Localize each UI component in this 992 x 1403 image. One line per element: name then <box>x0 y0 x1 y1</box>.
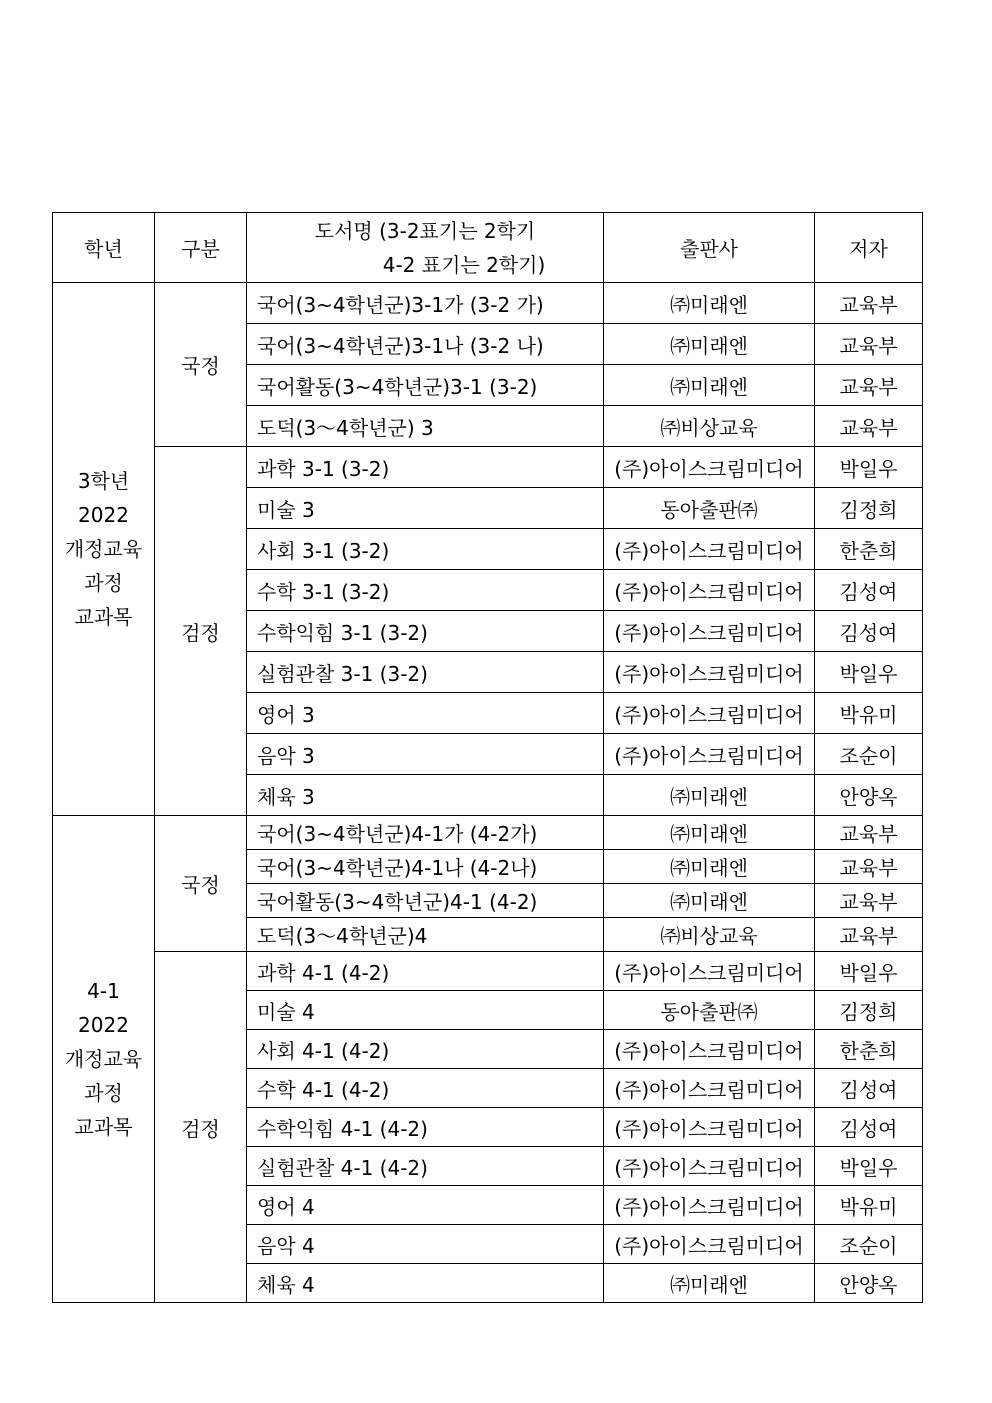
publisher-cell: (주)아이스크림미디어 <box>604 1147 815 1186</box>
author-cell: 조순이 <box>815 734 923 775</box>
grade-line: 교과목 <box>74 605 133 629</box>
author-cell: 교육부 <box>815 816 923 850</box>
author-cell: 김성여 <box>815 570 923 611</box>
book-title-cell: 국어활동(3~4학년군)4-1 (4-2) <box>247 884 604 918</box>
grade-cell <box>53 816 155 1303</box>
publisher-cell: ㈜미래엔 <box>604 324 815 365</box>
grade-line: 3학년 <box>77 469 130 493</box>
book-title-cell: 미술 4 <box>247 991 604 1030</box>
book-title-cell: 영어 4 <box>247 1186 604 1225</box>
author-cell: 조순이 <box>815 1225 923 1264</box>
table-row <box>53 952 923 991</box>
publisher-cell: 동아출판㈜ <box>604 991 815 1030</box>
publisher-cell: (주)아이스크림미디어 <box>604 529 815 570</box>
publisher-cell: ㈜미래엔 <box>604 850 815 884</box>
publisher-cell: (주)아이스크림미디어 <box>604 693 815 734</box>
table-row <box>53 283 923 324</box>
book-title-cell: 사회 4-1 (4-2) <box>247 1030 604 1069</box>
book-title-cell: 미술 3 <box>247 488 604 529</box>
book-title-cell: 체육 3 <box>247 775 604 816</box>
author-cell: 박일우 <box>815 952 923 991</box>
book-title-cell: 국어(3~4학년군)4-1가 (4-2가) <box>247 816 604 850</box>
author-cell: 김정희 <box>815 991 923 1030</box>
publisher-cell: (주)아이스크림미디어 <box>604 1225 815 1264</box>
grade-line: 2022 <box>78 1013 129 1037</box>
header-book-title-line2: 4-2 표기는 2학기) <box>382 252 546 277</box>
author-cell: 교육부 <box>815 406 923 447</box>
publisher-cell: (주)아이스크림미디어 <box>604 570 815 611</box>
grade-line: 개정교육 <box>64 1047 143 1071</box>
publisher-cell: 동아출판㈜ <box>604 488 815 529</box>
book-title-cell: 국어(3~4학년군)4-1나 (4-2나) <box>247 850 604 884</box>
category-cell: 국정 <box>155 816 247 952</box>
book-title-cell: 과학 3-1 (3-2) <box>247 447 604 488</box>
grade-line: 과정 <box>84 1081 123 1105</box>
grade-line: 개정교육 <box>64 537 143 561</box>
book-title-cell: 국어(3~4학년군)3-1나 (3-2 나) <box>247 324 604 365</box>
book-title-cell: 체육 4 <box>247 1264 604 1303</box>
header-book-title-line1: 도서명 (3-2표기는 2학기 <box>314 218 536 243</box>
book-title-cell: 실험관찰 4-1 (4-2) <box>247 1147 604 1186</box>
author-cell: 교육부 <box>815 918 923 952</box>
header-book-title <box>247 213 604 283</box>
book-title-cell: 과학 4-1 (4-2) <box>247 952 604 991</box>
publisher-cell: ㈜미래엔 <box>604 283 815 324</box>
publisher-cell: (주)아이스크림미디어 <box>604 1108 815 1147</box>
book-title-cell: 국어활동(3~4학년군)3-1 (3-2) <box>247 365 604 406</box>
category-cell: 검정 <box>155 447 247 816</box>
author-cell: 김정희 <box>815 488 923 529</box>
header-row <box>53 213 923 283</box>
book-title-cell: 수학익힘 4-1 (4-2) <box>247 1108 604 1147</box>
header-publisher: 출판사 <box>604 213 815 283</box>
author-cell: 교육부 <box>815 283 923 324</box>
table-body <box>53 283 923 1303</box>
author-cell: 박일우 <box>815 652 923 693</box>
author-cell: 김성여 <box>815 1108 923 1147</box>
grade-line: 4-1 <box>87 979 120 1003</box>
publisher-cell: (주)아이스크림미디어 <box>604 1069 815 1108</box>
author-cell: 김성여 <box>815 1069 923 1108</box>
publisher-cell: ㈜비상교육 <box>604 918 815 952</box>
publisher-cell: ㈜미래엔 <box>604 1264 815 1303</box>
author-cell: 교육부 <box>815 850 923 884</box>
author-cell: 교육부 <box>815 324 923 365</box>
publisher-cell: (주)아이스크림미디어 <box>604 1030 815 1069</box>
book-title-cell: 사회 3-1 (3-2) <box>247 529 604 570</box>
publisher-cell: (주)아이스크림미디어 <box>604 952 815 991</box>
publisher-cell: ㈜미래엔 <box>604 816 815 850</box>
table-row <box>53 447 923 488</box>
header-category: 구분 <box>155 213 247 283</box>
publisher-cell: (주)아이스크림미디어 <box>604 652 815 693</box>
author-cell: 교육부 <box>815 365 923 406</box>
publisher-cell: (주)아이스크림미디어 <box>604 611 815 652</box>
book-title-cell: 실험관찰 3-1 (3-2) <box>247 652 604 693</box>
author-cell: 김성여 <box>815 611 923 652</box>
grade-cell <box>53 283 155 816</box>
publisher-cell: (주)아이스크림미디어 <box>604 734 815 775</box>
book-title-cell: 수학 3-1 (3-2) <box>247 570 604 611</box>
publisher-cell: (주)아이스크림미디어 <box>604 1186 815 1225</box>
author-cell: 안양옥 <box>815 775 923 816</box>
author-cell: 박유미 <box>815 1186 923 1225</box>
book-title-cell: 음악 4 <box>247 1225 604 1264</box>
book-title-cell: 수학익힘 3-1 (3-2) <box>247 611 604 652</box>
author-cell: 교육부 <box>815 884 923 918</box>
grade-line: 2022 <box>78 503 129 527</box>
publisher-cell: ㈜미래엔 <box>604 365 815 406</box>
grade-line: 교과목 <box>74 1115 133 1139</box>
book-title-cell: 영어 3 <box>247 693 604 734</box>
grade-line: 과정 <box>84 571 123 595</box>
publisher-cell: ㈜미래엔 <box>604 775 815 816</box>
table-row <box>53 816 923 850</box>
book-title-cell: 음악 3 <box>247 734 604 775</box>
publisher-cell: ㈜미래엔 <box>604 884 815 918</box>
book-title-cell: 도덕(3～4학년군) 3 <box>247 406 604 447</box>
author-cell: 박일우 <box>815 1147 923 1186</box>
book-title-cell: 수학 4-1 (4-2) <box>247 1069 604 1108</box>
author-cell: 박유미 <box>815 693 923 734</box>
header-grade: 학년 <box>53 213 155 283</box>
author-cell: 한춘희 <box>815 1030 923 1069</box>
header-author: 저자 <box>815 213 923 283</box>
author-cell: 한춘희 <box>815 529 923 570</box>
book-title-cell: 도덕(3～4학년군)4 <box>247 918 604 952</box>
publisher-cell: (주)아이스크림미디어 <box>604 447 815 488</box>
author-cell: 안양옥 <box>815 1264 923 1303</box>
category-cell: 검정 <box>155 952 247 1303</box>
publisher-cell: ㈜비상교육 <box>604 406 815 447</box>
category-cell: 국정 <box>155 283 247 447</box>
book-title-cell: 국어(3~4학년군)3-1가 (3-2 가) <box>247 283 604 324</box>
textbook-table <box>52 212 923 1303</box>
author-cell: 박일우 <box>815 447 923 488</box>
